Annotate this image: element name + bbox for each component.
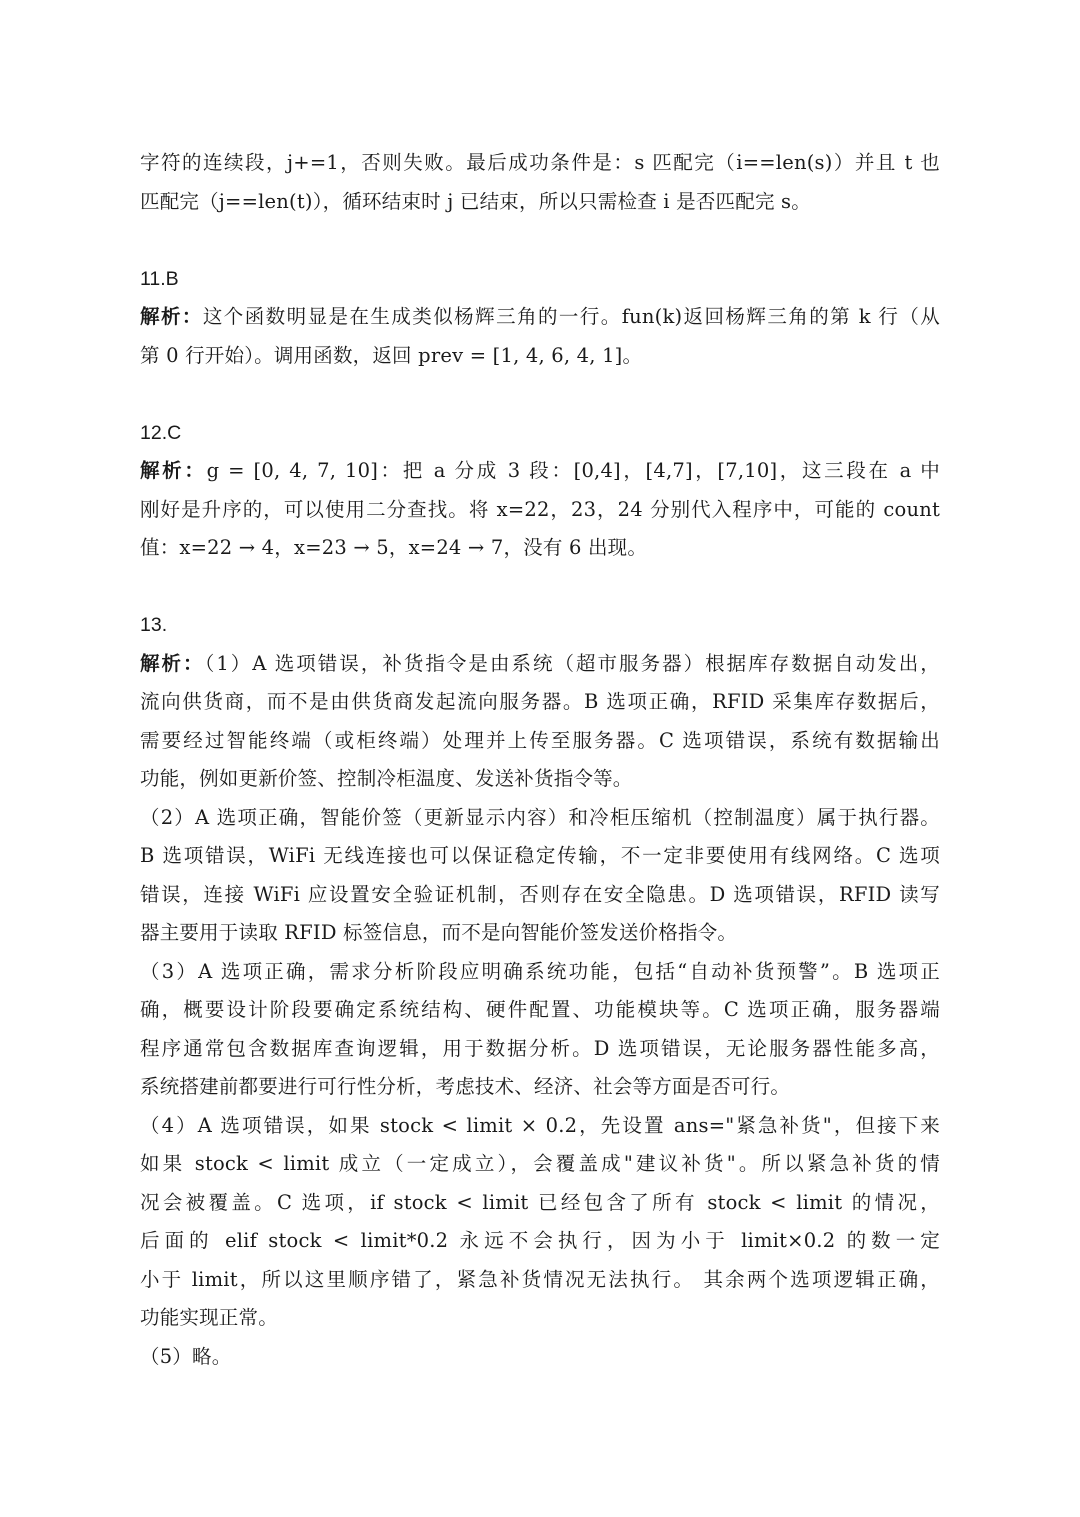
- question-13-p3-line-3: 程序通常包含数据库查询逻辑，用于数据分析。D 选项错误，无论服务器性能多高，: [140, 1036, 940, 1060]
- question-13-p3-line-1: （3）A 选项正确，需求分析阶段应明确系统功能，包括“自动补货预警”。B 选项正: [140, 959, 940, 983]
- spacer: [140, 221, 940, 260]
- question-13-p2-line-4: 器主要用于读取 RFID 标签信息，而不是向智能价签发送价格指令。: [140, 921, 738, 944]
- question-13-p1-line-4: 功能，例如更新价签、控制冷柜温度、发送补货指令等。: [140, 767, 633, 790]
- question-12-line-1: [140, 452, 940, 491]
- question-12-line-3: 值：x=22 → 4，x=23 → 5，x=24 → 7，没有 6 出现。: [140, 536, 648, 559]
- question-13-p1-line-1: [140, 645, 940, 684]
- question-13-p4-line-6: 功能实现正常。: [140, 1306, 278, 1329]
- spacer: [140, 568, 940, 607]
- question-13-p5-line-1: （5）略。: [140, 1344, 232, 1368]
- question-13-p1-line-3: 需要经过智能终端（或柜终端）处理并上传至服务器。C 选项错误，系统有数据输出: [140, 728, 940, 752]
- question-12-number: 12.C: [140, 421, 182, 444]
- question-13-number: 13.: [140, 614, 168, 636]
- intro-line-2: 匹配完（j==len(t)），循环结束时 j 已结束，所以只需检查 i 是否匹配完 s。: [140, 189, 811, 213]
- analysis-label: 解析：: [140, 305, 203, 328]
- question-13-p4-line-5: 小于 limit，所以这里顺序错了，紧急补货情况无法执行。 其余两个选项逻辑正确，: [140, 1267, 940, 1291]
- analysis-label: 解析：: [140, 459, 207, 482]
- question-11-text-1: 这个函数明显是在生成类似杨辉三角的一行。fun(k)返回杨辉三角的第 k 行（从: [202, 305, 940, 328]
- question-13-p2-line-2: B 选项错误，WiFi 无线连接也可以保证稳定传输，不一定非要使用有线网络。C 选项: [140, 844, 940, 867]
- question-13-p4-line-2: 如果 stock < limit 成立（一定成立），会覆盖成"建议补货"。所以紧急补货的情: [140, 1152, 940, 1175]
- question-11-line-2: 第 0 行开始）。调用函数，返回 prev = [1, 4, 6, 4, 1]。: [140, 343, 643, 367]
- analysis-label: 解析：: [140, 651, 205, 675]
- spacer: [140, 375, 940, 414]
- question-11-number: 11.B: [140, 267, 179, 290]
- question-13-p1-line-2: 流向供货商，而不是由供货商发起流向服务器。B 选项正确，RFID 采集库存数据后，: [140, 690, 940, 713]
- question-11-line-1: [140, 298, 940, 337]
- question-13-p3-line-4: 系统搭建前都要进行可行性分析，考虑技术、经济、社会等方面是否可行。: [140, 1075, 791, 1098]
- question-13-p4-line-4: 后面的 elif stock < limit*0.2 永远不会执行，因为小于 limit×0.2 的数一定: [140, 1229, 940, 1252]
- intro-line-1: 字符的连续段，j+=1，否则失败。最后成功条件是：s 匹配完（i==len(s)）并且 t 也: [140, 151, 940, 174]
- question-12-line-2: 刚好是升序的，可以使用二分查找。将 x=22，23，24 分别代入程序中，可能的 count: [140, 497, 940, 521]
- question-13-p4-line-3: 况会被覆盖。C 选项，if stock < limit 已经包含了所有 stock < limit 的情况，: [140, 1190, 940, 1214]
- document-page: [140, 144, 940, 1376]
- question-13-p4-line-1: （4）A 选项错误，如果 stock < limit × 0.2，先设置 ans="紧急补货"，但接下来: [140, 1113, 940, 1137]
- question-13-p2-line-1: （2）A 选项正确，智能价签（更新显示内容）和冷柜压缩机（控制温度）属于执行器。: [140, 805, 940, 829]
- question-13-p2-line-3: 错误，连接 WiFi 应设置安全验证机制，否则存在安全隐患。D 选项错误，RFID 读写: [140, 882, 940, 906]
- question-13-p1-text-1: （1）A 选项错误，补货指令是由系统（超市服务器）根据库存数据自动发出，: [204, 651, 940, 675]
- question-12-text-1: g = [0, 4, 7, 10]：把 a 分成 3 段：[0,4]，[4,7]，[7,10]，这三段在 a 中: [206, 459, 940, 482]
- question-13-p3-line-2: 确，概要设计阶段要确定系统结构、硬件配置、功能模块等。C 选项正确，服务器端: [140, 998, 940, 1021]
